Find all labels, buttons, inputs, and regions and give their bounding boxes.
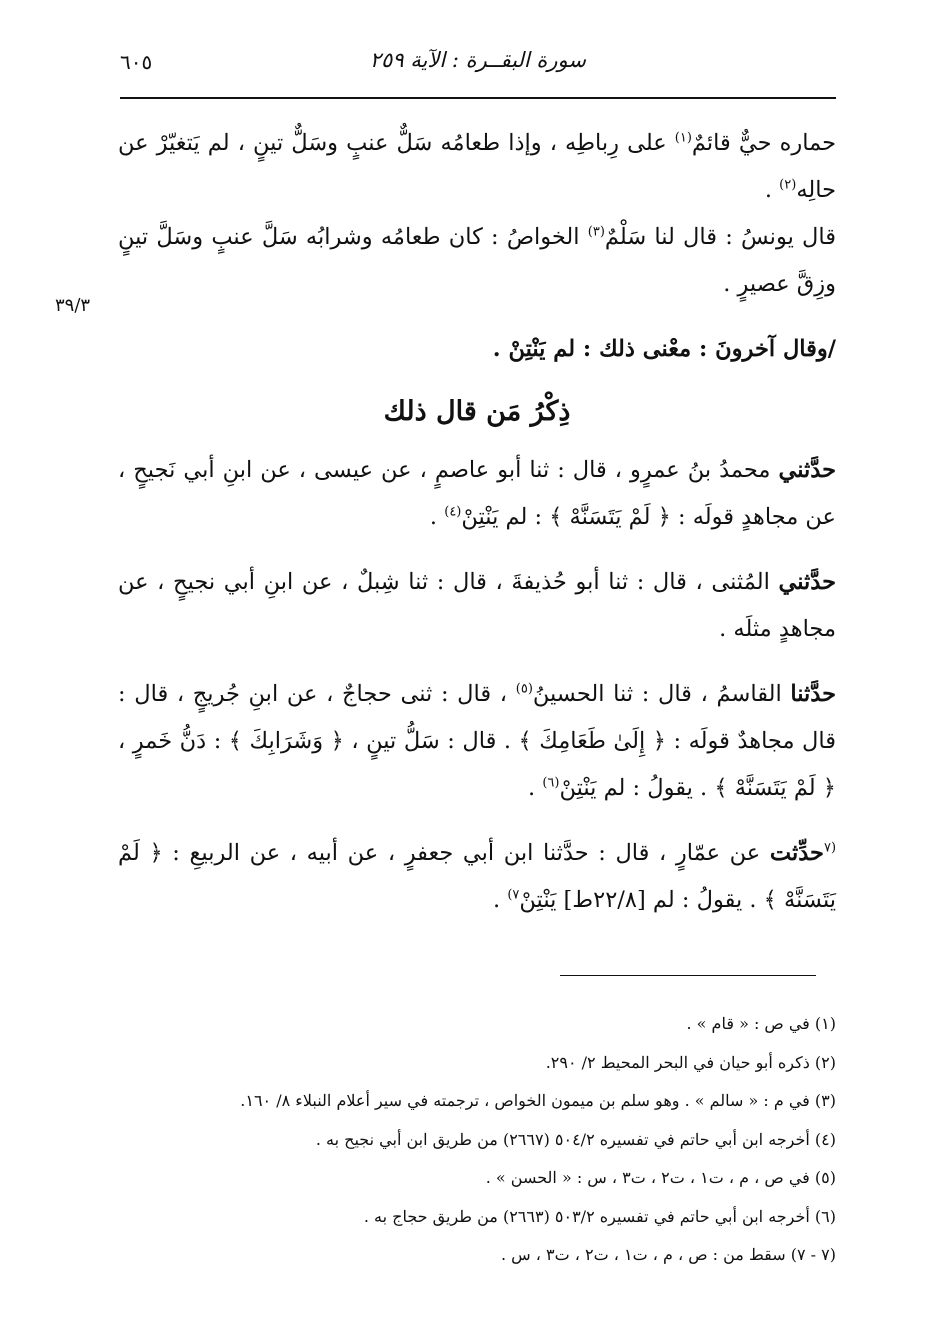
section-heading: ذِكْرُ مَن قال ذلك [383,396,571,427]
paragraph-6: حدَّثنا القاسمُ ، قال : ثنا الحسينُ$^{(٥)}$ ، قال : ثنى حجاجٌ ، عن ابنِ جُريجٍ ، قال : قال مجاهدٌ قولَه : ﴿ إِلَىٰ طَعَامِكَ ﴾ . قال : سَلُّ تينٍ ، ﴿ وَشَرَابِكَ ﴾ : دَنُّ خَمرٍ ، ﴿ لَمْ يَتَسَنَّهْ ﴾ . يقولُ : لم يَنْتِنْ$^{(٦)}$ . [118,681,837,801]
footnote-marker: (٥) [515,681,533,697]
footnotes [160,1005,836,1275]
header-rule [120,97,836,99]
page-number: ٦٠٥ [120,50,153,74]
footnote-3: (٣) في م : « سالم » . وهو سلم بن ميمون الخواص ، ترجمته في سير أعلام النبلاء ٨/ ١٦٠. [240,1091,836,1110]
footnote-marker: (٣) [587,224,605,240]
page-header [120,48,836,98]
paragraph-1: حماره حيٌّ قائمٌ$^{(١)}$ على رِباطِه ، وإذا طعامُه سَلٌّ عنبٍ وسَلٌّ تينٍ ، لم يَتغيّرْ عن حالِه$^{(٢)}$ . [118,130,836,203]
footnote-2: (٢) ذكره أبو حيان في البحر المحيط ٢/ ٢٩٠. [545,1052,836,1072]
footnote-marker: (٧ [823,840,837,856]
paragraph-4: حدَّثني محمدُ بنُ عمرٍو ، قال : ثنا أبو عاصمٍ ، عن عيسى ، عن ابنِ أبي نَجيحٍ ، عن مجاهدٍ قولَه : ﴿ لَمْ يَتَسَنَّهْ ﴾ : لم يَنْتِنْ$^{(٤)}$ . [118,457,837,530]
footnote-6: (٦) أخرجه ابن أبي حاتم في تفسيره ٥٠٣/٢ (٢٦٦٣) من طريق حجاج به . [363,1206,836,1226]
footnote-marker: (٢) [779,177,797,193]
footnote-marker: (٤) [444,504,462,520]
footnote-7: (٧ - ٧) سقط من : ص ، م ، ت١ ، ت٢ ، ت٣ ، س . [500,1245,836,1264]
main-text [118,120,836,924]
margin-reference: ٣٩/٣ [55,295,91,316]
footnote-1: (١) في ص : « قام » . [686,1014,836,1033]
footnote-marker: ٧) [507,887,520,903]
footnote-marker: (٦) [542,775,560,791]
running-title: سورة البقــرة : الآية ٢٥٩ [369,48,586,72]
paragraph-5: حدَّثني المُثنى ، قال : ثنا أبو حُذيفةَ ، قال : ثنا شِبلٌ ، عن ابنِ أبي نجيحٍ ، عن مجاهدٍ مثلَه . [118,569,836,642]
footnote-5: (٥) في ص ، م ، ت١ ، ت٢ ، ت٣ ، س : « الحسن » . [485,1168,836,1187]
footnote-marker: (١) [674,130,692,146]
footnote-rule [560,975,816,976]
footnote-4: (٤) أخرجه ابن أبي حاتم في تفسيره ٥٠٤/٢ (٢٦٦٧) من طريق ابن أبي نجيح به . [315,1129,836,1149]
paragraph-7: $^{(٧}$حدِّثت عن عمّارٍ ، قال : حدَّثنا ابن أبي جعفرٍ ، عن أبيه ، عن الربيعِ : ﴿ لَمْ يَتَسَنَّهْ ﴾ . يقولُ : لم [٢٢/٨ط] يَنْتِنْ$^{٧)}$ . [118,840,837,913]
paragraph-3: /وقال آخرونَ : معْنى ذلك : لم يَنْتِنْ . [492,336,836,362]
paragraph-2: قال يونسُ : قال لنا سَلْمٌ$^{(٣)}$ الخواصُ : كان طعامُه وشرابُه سَلَّ عنبٍ وسَلَّ تينٍ وزِقَّ عصيرٍ . [118,224,836,297]
